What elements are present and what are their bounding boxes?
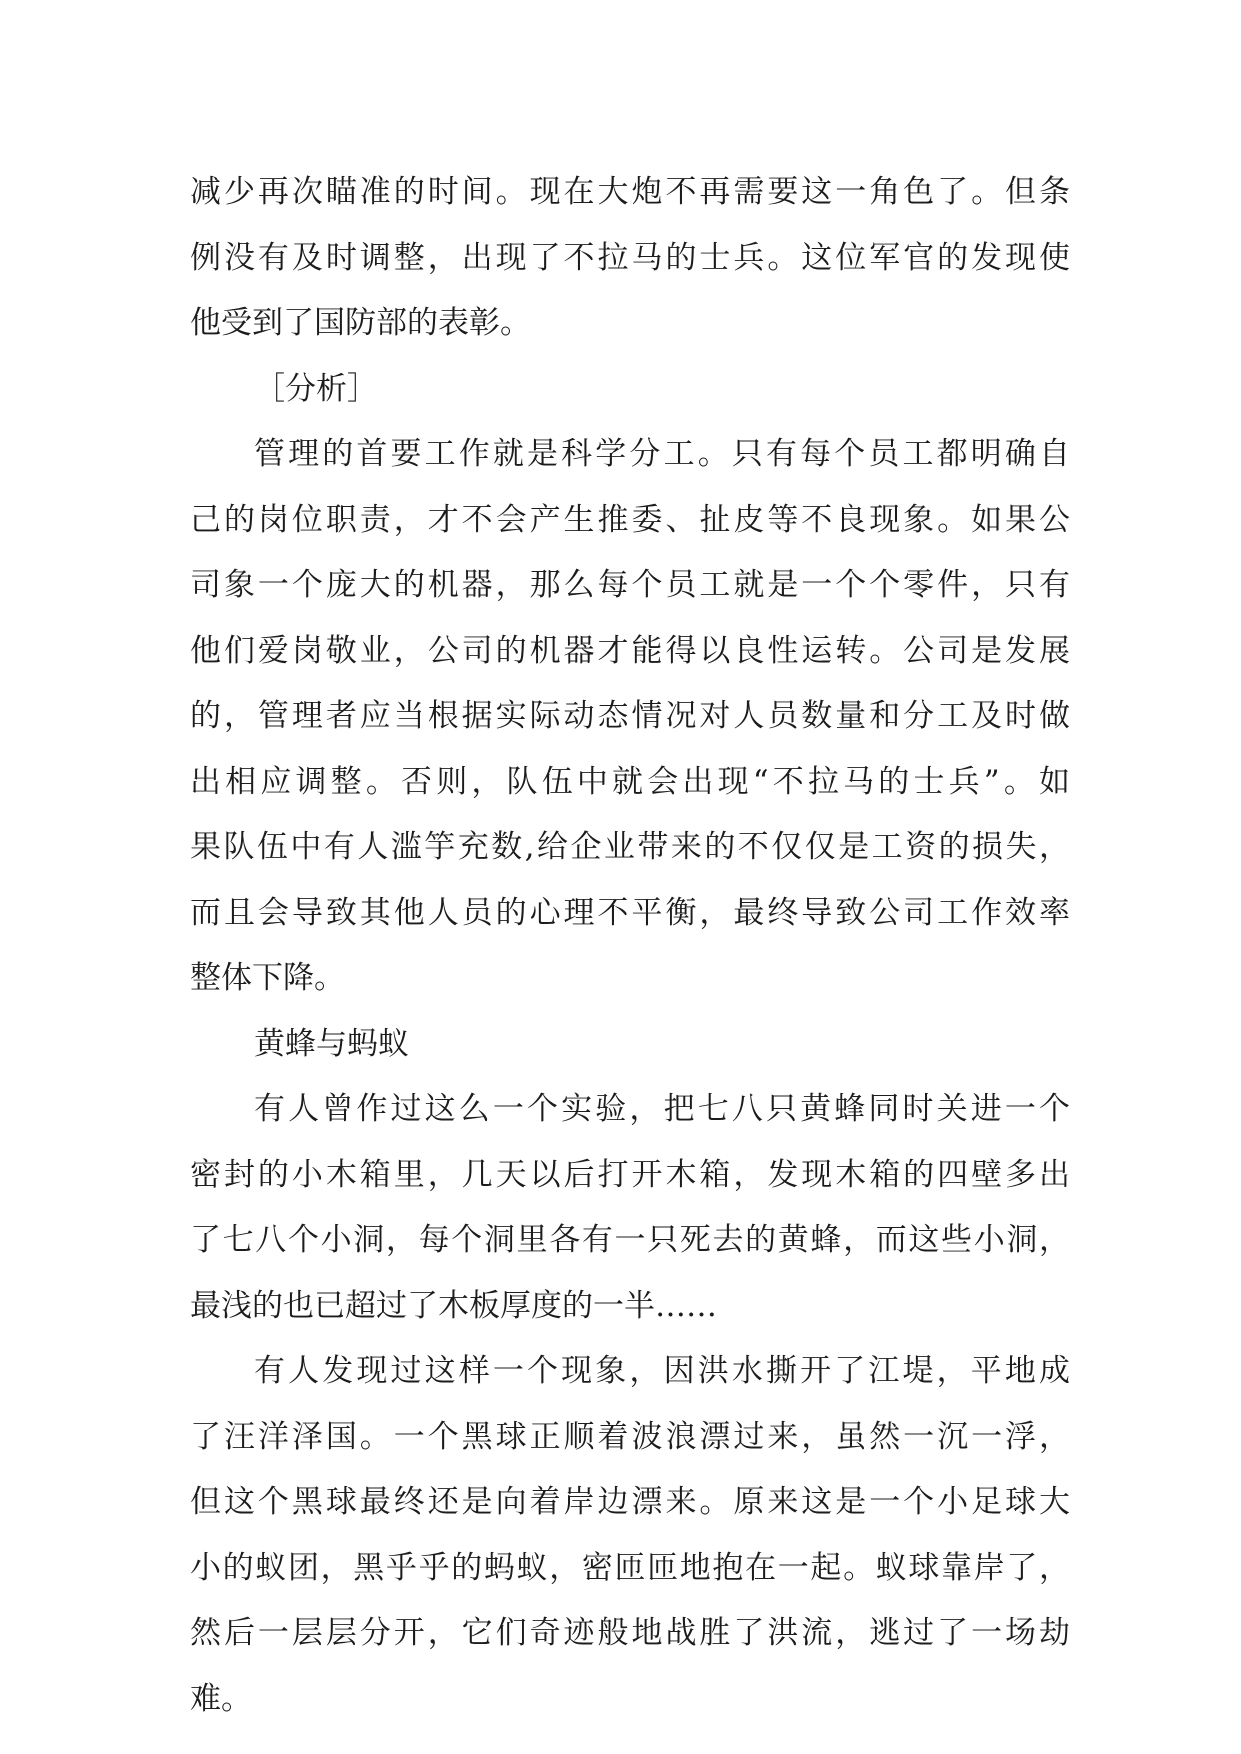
paragraph-p5 bbox=[190, 1077, 1070, 1339]
text-line: 出相应调整。否则，队伍中就会出现“不拉马的士兵”。如 bbox=[190, 763, 1070, 800]
text-line: 但这个黑球最终还是向着岸边漂来。原来这是一个小足球大 bbox=[190, 1484, 1070, 1520]
text-line: 减少再次瞄准的时间。现在大炮不再需要这一角色了。但条 bbox=[190, 174, 1070, 210]
text-line: 密封的小木箱里，几天以后打开木箱，发现木箱的四壁多出 bbox=[190, 1156, 1070, 1193]
document-body bbox=[190, 160, 1070, 1732]
text-line: 他受到了国防部的表彰。 bbox=[190, 305, 531, 341]
text-line: 果队伍中有人滥竽充数,给企业带来的不仅仅是工资的损失， bbox=[190, 829, 1070, 865]
text-line: 例没有及时调整，出现了不拉马的士兵。这位军官的发现使 bbox=[190, 239, 1070, 276]
text-line: 然后一层层分开，它们奇迹般地战胜了洪流，逃过了一场劫 bbox=[190, 1615, 1070, 1651]
paragraph-p3 bbox=[190, 422, 1070, 1012]
text-line: 己的岗位职责，才不会产生推委、扯皮等不良现象。如果公 bbox=[190, 501, 1070, 538]
text-line: 他们爱岗敬业，公司的机器才能得以良性运转。公司是发展 bbox=[190, 632, 1070, 669]
text-line: 小的蚁团，黑乎乎的蚂蚁，密匝匝地抱在一起。蚁球靠岸了， bbox=[190, 1549, 1070, 1586]
text-line: 司象一个庞大的机器，那么每个员工就是一个个零件，只有 bbox=[190, 567, 1070, 603]
paragraph-p6 bbox=[190, 1339, 1070, 1732]
text-line: 难。 bbox=[190, 1680, 252, 1717]
text-line: 管理的首要工作就是科学分工。只有每个员工都明确自 bbox=[254, 436, 1070, 472]
text-line: 了七八个小洞，每个洞里各有一只死去的黄蜂，而这些小洞， bbox=[190, 1222, 1070, 1258]
text-line: 的，管理者应当根据实际动态情况对人员数量和分工及时做 bbox=[190, 698, 1070, 734]
text-line: 有人发现过这样一个现象，因洪水撕开了江堤，平地成 bbox=[254, 1353, 1070, 1389]
heading-text: 黄蜂与蚂蚁 bbox=[254, 1025, 409, 1062]
section-heading-analysis bbox=[190, 357, 1070, 423]
section-heading-wasps-and-ants bbox=[190, 1012, 1070, 1078]
heading-text: ［分析］ bbox=[254, 370, 378, 407]
text-line: 了汪洋泽国。一个黑球正顺着波浪漂过来，虽然一沉一浮， bbox=[190, 1418, 1070, 1455]
text-line: 整体下降。 bbox=[190, 960, 345, 996]
text-line: 而且会导致其他人员的心理不平衡，最终导致公司工作效率 bbox=[190, 894, 1070, 931]
text-line: 有人曾作过这么一个实验，把七八只黄蜂同时关进一个 bbox=[254, 1091, 1070, 1127]
paragraph-p1 bbox=[190, 160, 1070, 357]
text-line: 最浅的也已超过了木板厚度的一半…… bbox=[190, 1287, 717, 1324]
